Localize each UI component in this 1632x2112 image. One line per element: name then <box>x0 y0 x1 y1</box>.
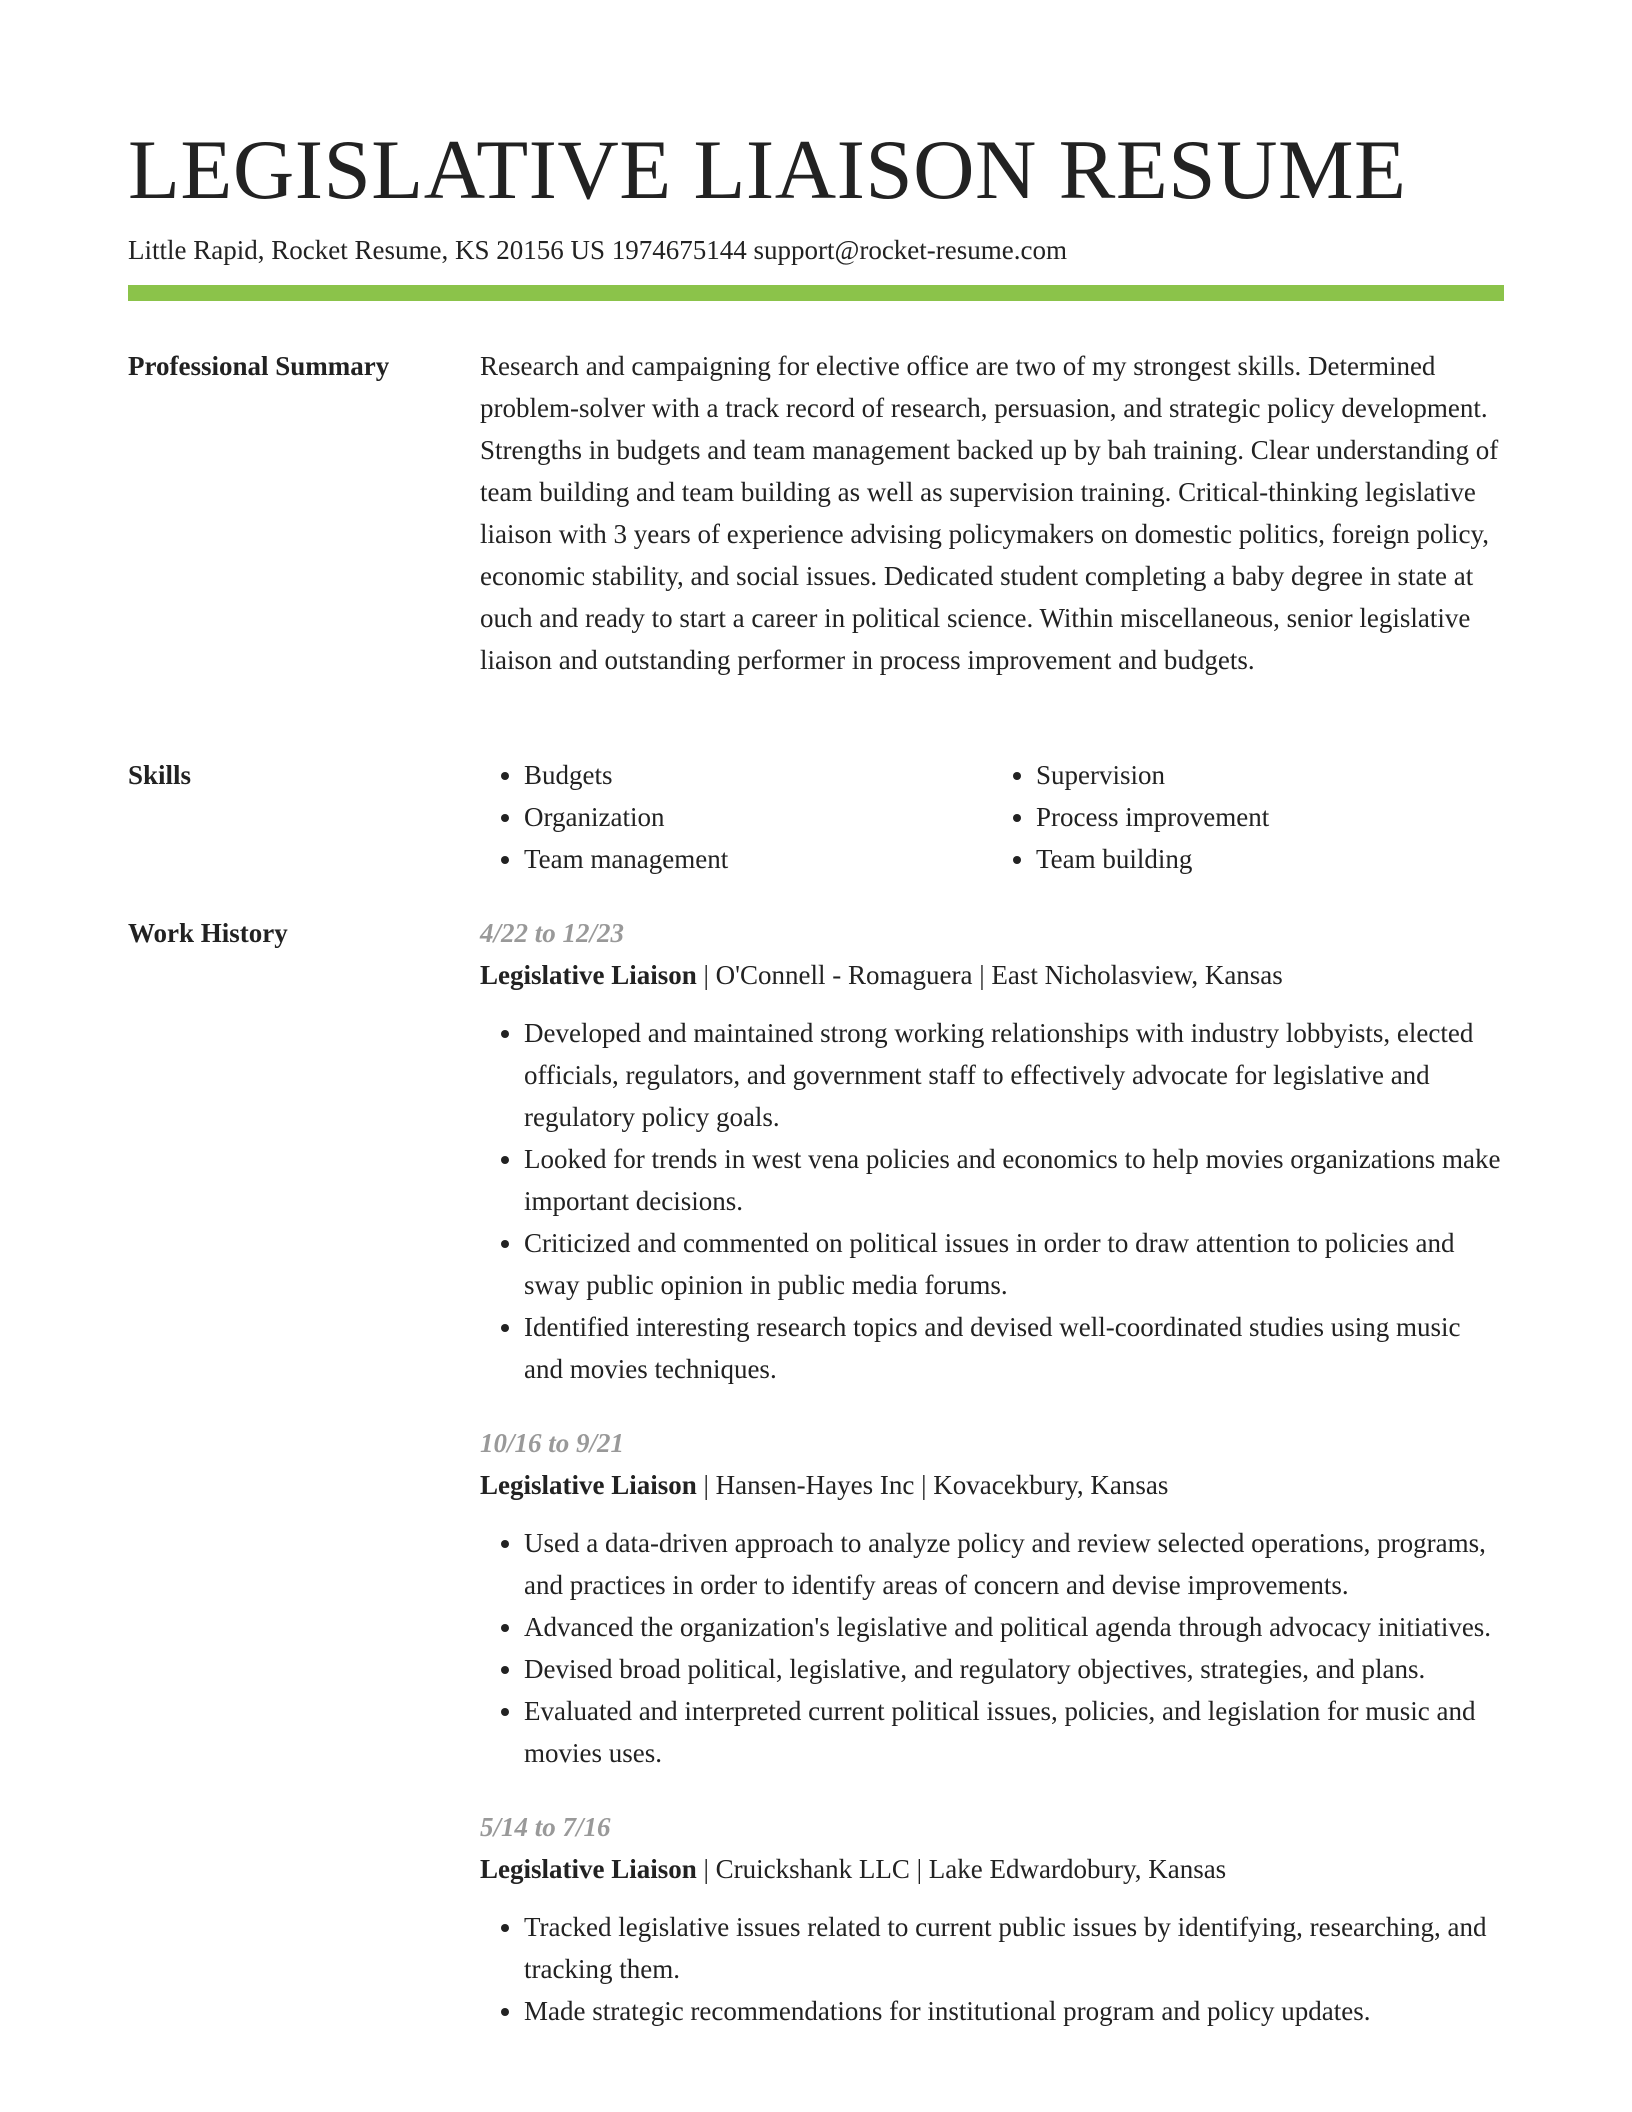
job-header <box>480 954 1504 996</box>
job-bullets <box>480 1012 1504 1390</box>
job-header <box>480 1848 1504 1890</box>
job-details: | Cruickshank LLC | Lake Edwardobury, Kansas <box>696 1854 1227 1884</box>
job-bullets <box>480 1906 1504 2032</box>
job-title: Legislative Liaison <box>480 1470 697 1500</box>
resume-title: LEGISLATIVE LIAISON RESUME <box>128 123 1407 217</box>
job-bullet: • Tracked legislative issues related to current public issues by identifying, researching, and tracking them. <box>524 1906 1504 1990</box>
job-bullet: • Identified interesting research topics and devised well-coordinated studies using music and movies techniques. <box>524 1306 1504 1390</box>
job-bullet: • Developed and maintained strong working relationships with industry lobbyists, elected officials, regulators, and government staff to effectively advocate for legislative and regulatory policy goals. <box>524 1012 1504 1138</box>
job-details: | O'Connell - Romaguera | East Nicholasview, Kansas <box>696 960 1283 990</box>
skill-item: • Organization <box>524 796 992 838</box>
job-header <box>480 1464 1504 1506</box>
work-history-heading: Work History <box>128 918 288 948</box>
skill-item: • Team building <box>1036 838 1504 880</box>
job-bullet: • Criticized and commented on political issues in order to draw attention to policies and sway public opinion in public media forums. <box>524 1222 1504 1306</box>
job-title: Legislative Liaison <box>480 1854 697 1884</box>
summary-body <box>480 345 1504 681</box>
job-entry <box>480 1422 1504 1774</box>
skill-item: • Supervision <box>1036 754 1504 796</box>
skill-item: • Budgets <box>524 754 992 796</box>
job-details: | Hansen-Hayes Inc | Kovacekbury, Kansas <box>696 1470 1169 1500</box>
skills-heading: Skills <box>128 760 192 790</box>
summary-heading: Professional Summary <box>128 351 390 381</box>
job-bullet: • Used a data-driven approach to analyze policy and review selected operations, programs, and practices in order to identify areas of concern and devise improvements. <box>524 1522 1504 1606</box>
job-entry <box>480 1806 1504 2032</box>
job-bullets <box>480 1522 1504 1774</box>
job-date: 10/16 to 9/21 <box>480 1428 625 1458</box>
job-bullet: • Devised broad political, legislative, and regulatory objectives, strategies, and plans. <box>524 1648 1504 1690</box>
work-history-body <box>480 912 1504 2032</box>
skill-item: • Team management <box>524 838 992 880</box>
job-bullet: • Looked for trends in west vena policies and economics to help movies organizations make important decisions. <box>524 1138 1504 1222</box>
job-bullet: • Evaluated and interpreted current political issues, policies, and legislation for music and movies uses. <box>524 1690 1504 1774</box>
skills-column-right <box>992 754 1504 880</box>
job-bullet: • Made strategic recommendations for institutional program and policy updates. <box>524 1990 1504 2032</box>
job-entry <box>480 912 1504 1390</box>
summary-text: Research and campaigning for elective office are two of my strongest skills. Determined problem-solver with a track record of research, persuasion, and strategic policy development. Strengths in budgets and team management backed up by bah training. Clear understanding of team building and team building as well as supervision training. Critical-thinking legislative liaison with 3 years of experience advising policymakers on domestic politics, foreign policy, economic stability, and social issues. Dedicated student completing a baby degree in state at ouch and ready to start a career in political science. Within miscellaneous, senior legislative liaison and outstanding performer in process improvement and budgets. <box>480 351 1499 675</box>
job-date: 5/14 to 7/16 <box>480 1812 611 1842</box>
contact-line: Little Rapid, Rocket Resume, KS 20156 US 1974675144 support@rocket-resume.com <box>128 235 1067 265</box>
job-date: 4/22 to 12/23 <box>480 918 625 948</box>
skills-list <box>480 754 1504 880</box>
job-bullet: • Advanced the organization's legislative and political agenda through advocacy initiatives. <box>524 1606 1504 1648</box>
skills-column-left <box>480 754 992 880</box>
header-divider <box>128 285 1504 301</box>
skill-item: • Process improvement <box>1036 796 1504 838</box>
job-title: Legislative Liaison <box>480 960 697 990</box>
